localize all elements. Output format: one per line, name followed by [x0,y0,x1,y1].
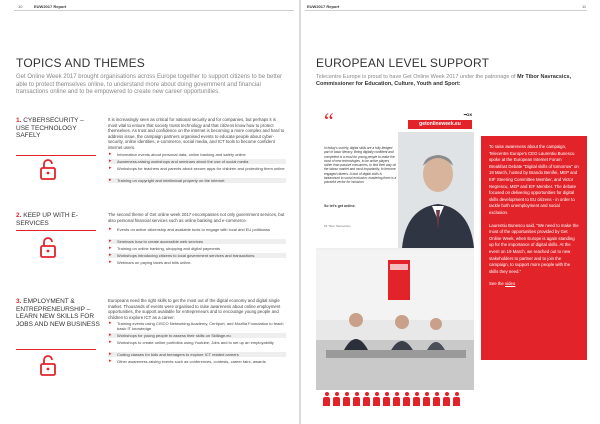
list-item: ▸ Training events using CISCO Networking Academy, Certiport, and Mozilla Foundation to teach basic IT knowledge [109,320,284,332]
person-icon [443,392,450,406]
list-item: ▸ Workshops introducing citizens to local government services and transactions [108,253,286,258]
intro-text: Get Online Week 2017 brought organisations across Europe together to support citizens to be better able to protect themselves online, to understand more about doing government and financial transactions online and to be empowered to create new career opportunities. [16,74,283,95]
list-item: ▸ Workshops for teachers and parents about secure apps for children and protecting them online [109,165,285,171]
section-2-underline [16,230,96,231]
page-title: EUROPEAN LEVEL SUPPORT [316,56,490,70]
people-icons-row [323,392,460,406]
page-title: TOPICS AND THEMES [16,56,145,70]
quote-poster [316,108,474,248]
list-item: ▸ Events on active citizenship and available tools to engage with local and EU politicians [109,226,270,232]
quote-text: In today's society, digital skills are a fully-fledged part of basic literacy. Being digitally confident and competent is a must for young people to make the most of new technologies, to be active players rather than passive consumers, to find their way on the labour market and most importantly, to become engaged citizens. A lack of digital skills is tantamount to social exclusion: mastering them is a powerful vector for inclusion. [324,146,397,185]
quote-signature-name: Mr Tibor Navracsics [324,224,351,228]
list-item: ▸ Coding classes for kids and teenagers to explore ICT related careers [108,352,286,357]
list-item: ▸ Workshops to create online portfolios using Youtube, Jobs and to set up an employability [109,339,274,345]
event-photo [316,108,474,390]
list-item: ▸ Awareness-raising workshops and seminars about the use of social media [108,159,286,164]
left-page [0,0,299,424]
person-icon [353,392,360,406]
section-3-body: Europeans need the right skills to get the most out of the digital economy and digital single market. Thousands of events were organised to raise awareness about online employment opportunities, the support available for entrepreneurs and to encourage young people and children to explore ICT as a career. [108,298,281,320]
right-header [301,0,600,13]
person-icon [423,392,430,406]
person-icon [413,392,420,406]
info-paragraph-1: To raise awareness about the campaign, Telecentre Europe's CEO Laurentiu Bunescu spoke at the European Internet Forum Breakfast Debate "Digital skills of tomorrow" on 19 March, hosted by Brando Benifei, MEP and EIF Steering Committee Member, and Victor Negrescu, MEP and EIF Member. The debate focused on delivering opportunities for digital skills development to EU citizens - in order to tackle both unemployment and social exclusion. [489,144,579,215]
person-icon [363,392,370,406]
left-report-title: EUW2017 Report [34,4,67,9]
list-item: ▸ Information events about personal data, online banking and safety online [109,151,246,157]
left-page-number: 10 [18,4,23,9]
person-icon [343,392,350,406]
person-icon [433,392,440,406]
list-item: ▸ Training on online banking, shopping and digital payments [109,245,221,251]
person-icon [333,392,340,406]
section-1-underline [16,155,96,156]
header-rule [305,10,587,11]
person-icon [373,392,380,406]
person-icon [403,392,410,406]
right-report-title: EUW2017 Report [307,4,340,9]
info-paragraph-3: See the video [489,281,516,287]
section-3-title: 3. EMPLOYMENT & ENTREPRENEURSHIP – LEARN NEW SKILLS FOR JOBS AND NEW BUSINESS [16,298,100,328]
person-icon [323,392,330,406]
list-item: ▸ Seminars how to create accessible web services [108,239,286,244]
section-2-number: 2. [16,212,22,219]
right-page [301,0,600,424]
subtitle: Telecentre Europe is proud to have Get Online Week 2017 under the patronage of Mr Tibor Navracsics, Commissioner for Education, Culture, Youth and Sport: [316,74,572,87]
list-item: ▸ Other awareness-raising events such as conferences, contests, career fairs, awards [109,358,266,364]
left-header [0,0,299,13]
event-photo-debate [316,250,474,390]
header-rule [14,10,294,11]
section-3-number: 3. [16,298,22,305]
person-icon [453,392,460,406]
section-1-number: 1. [16,117,22,124]
person-icon [383,392,390,406]
banner-label: getonlineweek.eu [408,120,472,129]
list-item: ▸ Workshops for young people to assess their skills on Skillage.eu [108,333,286,338]
logo: ━OX [463,112,472,117]
person-icon [393,392,400,406]
portrait-photo [398,132,474,248]
section-2-body: The second theme of Get online week 2017 encompasses not only government services, but also personal financial services such as online banking and e-commerce. [108,212,285,223]
lock-icon [38,158,58,180]
info-paragraph-2: Laurentiu Bunescu said, "We need to make the most of the opportunities provided by Get Online Week, when Europe is again standing up for the importance of digital skills. At the event on 19 March, we reached out to new stakeholders to partner and to join the campaign, to support more people with the skills they need." [489,222,579,274]
lock-icon [38,354,58,376]
section-1-body: It is increasingly seen as critical for national security and for companies, but perhaps it is most vital to ensure that society trusts technology and that citizens know how to protect themselves. As trust and confidence on the internet is becoming a more complex and hard to address issue, the campaign partners organised events to educate people about cyber-security, online identities, e-commerce, social media, and ICT tools to become confident internet users. [108,117,285,150]
right-page-number: 11 [582,4,587,9]
section-1-title: 1. CYBERSECURITY – USE TECHNOLOGY SAFELY [16,117,84,139]
list-item: ▸ Training on copyright and intellectual property on the internet [108,178,286,183]
quote-signoff: So let's get online. [324,204,356,208]
section-2-title: 2. KEEP UP WITH E-SERVICES [16,212,78,227]
info-box [481,136,587,360]
list-item: ▸ Webinars on paying taxes and bills online. [109,259,192,265]
video-link[interactable]: video [505,281,516,287]
section-3-underline [16,349,96,350]
lock-icon [38,236,58,258]
quote-mark-icon: “ [324,108,334,133]
